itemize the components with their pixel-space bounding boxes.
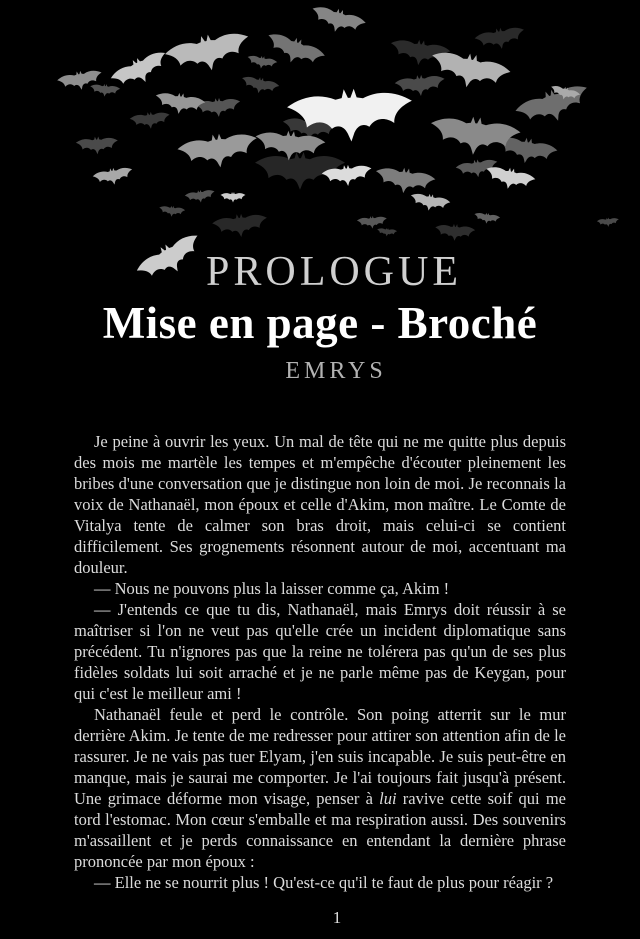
- paragraph: Je peine à ouvrir les yeux. Un mal de tête qui ne me quitte plus depuis des mois me martèle les tempes et m'empêche d'écouter pleinement les bribes d'une conversation que je distingue non loin de moi. Je reconnais la voix de Nathanaël, mon époux et celle d'Akim, mon maître. Le Comte de Vitalya tente de calmer son bras droit, mais celui-ci se contient difficilement. Ses grognements résonnent autour de moi, accentuant ma douleur.: [74, 432, 566, 577]
- paragraph: Nathanaël feule et perd le contrôle. Son poing atterrit sur le mur derrière Akim. Je tente de me redresser pour attirer son attention afin de le rassurer. Je ne vais pas tuer Elyam, j'en suis incapable. Je suis peut-être en manque, mais je saurai me comporter. Je l'ai toujours fait jusqu'à présent. Une grimace déforme mon visage, penser à lui ravive cette soif qui me tord l'estomac. Mon cœur s'emballe et ma respiration aussi. Des souvenirs m'assaillent et je perds connaissance en entendant la dernière phrase prononcée par mon époux :: [74, 705, 566, 871]
- page-number: 1: [332, 908, 342, 927]
- paragraph: — Nous ne pouvons plus la laisser comme ça, Akim !: [94, 579, 450, 598]
- body-text: [74, 431, 566, 893]
- author-name: EMRYS: [285, 358, 387, 384]
- paragraph: — Elle ne se nourrit plus ! Qu'est-ce qu'il te faut de plus pour réagir ?: [94, 873, 554, 892]
- paragraph: — J'entends ce que tu dis, Nathanaël, mais Emrys doit réussir à se maîtriser si l'on ne veut pas qu'elle crée un incident diplomatique sans précédent. Tu n'ignores pas que la reine ne tolérera pas qu'un de ses plus fidèles soldats lui soit arraché et je ne parle même pas de Keygan, pour qui c'est le meilleur ami !: [74, 600, 566, 703]
- chapter-header: [0, 0, 640, 385]
- chapter-title: PROLOGUE: [205, 249, 462, 295]
- book-title: Mise en page - Broché: [102, 298, 538, 348]
